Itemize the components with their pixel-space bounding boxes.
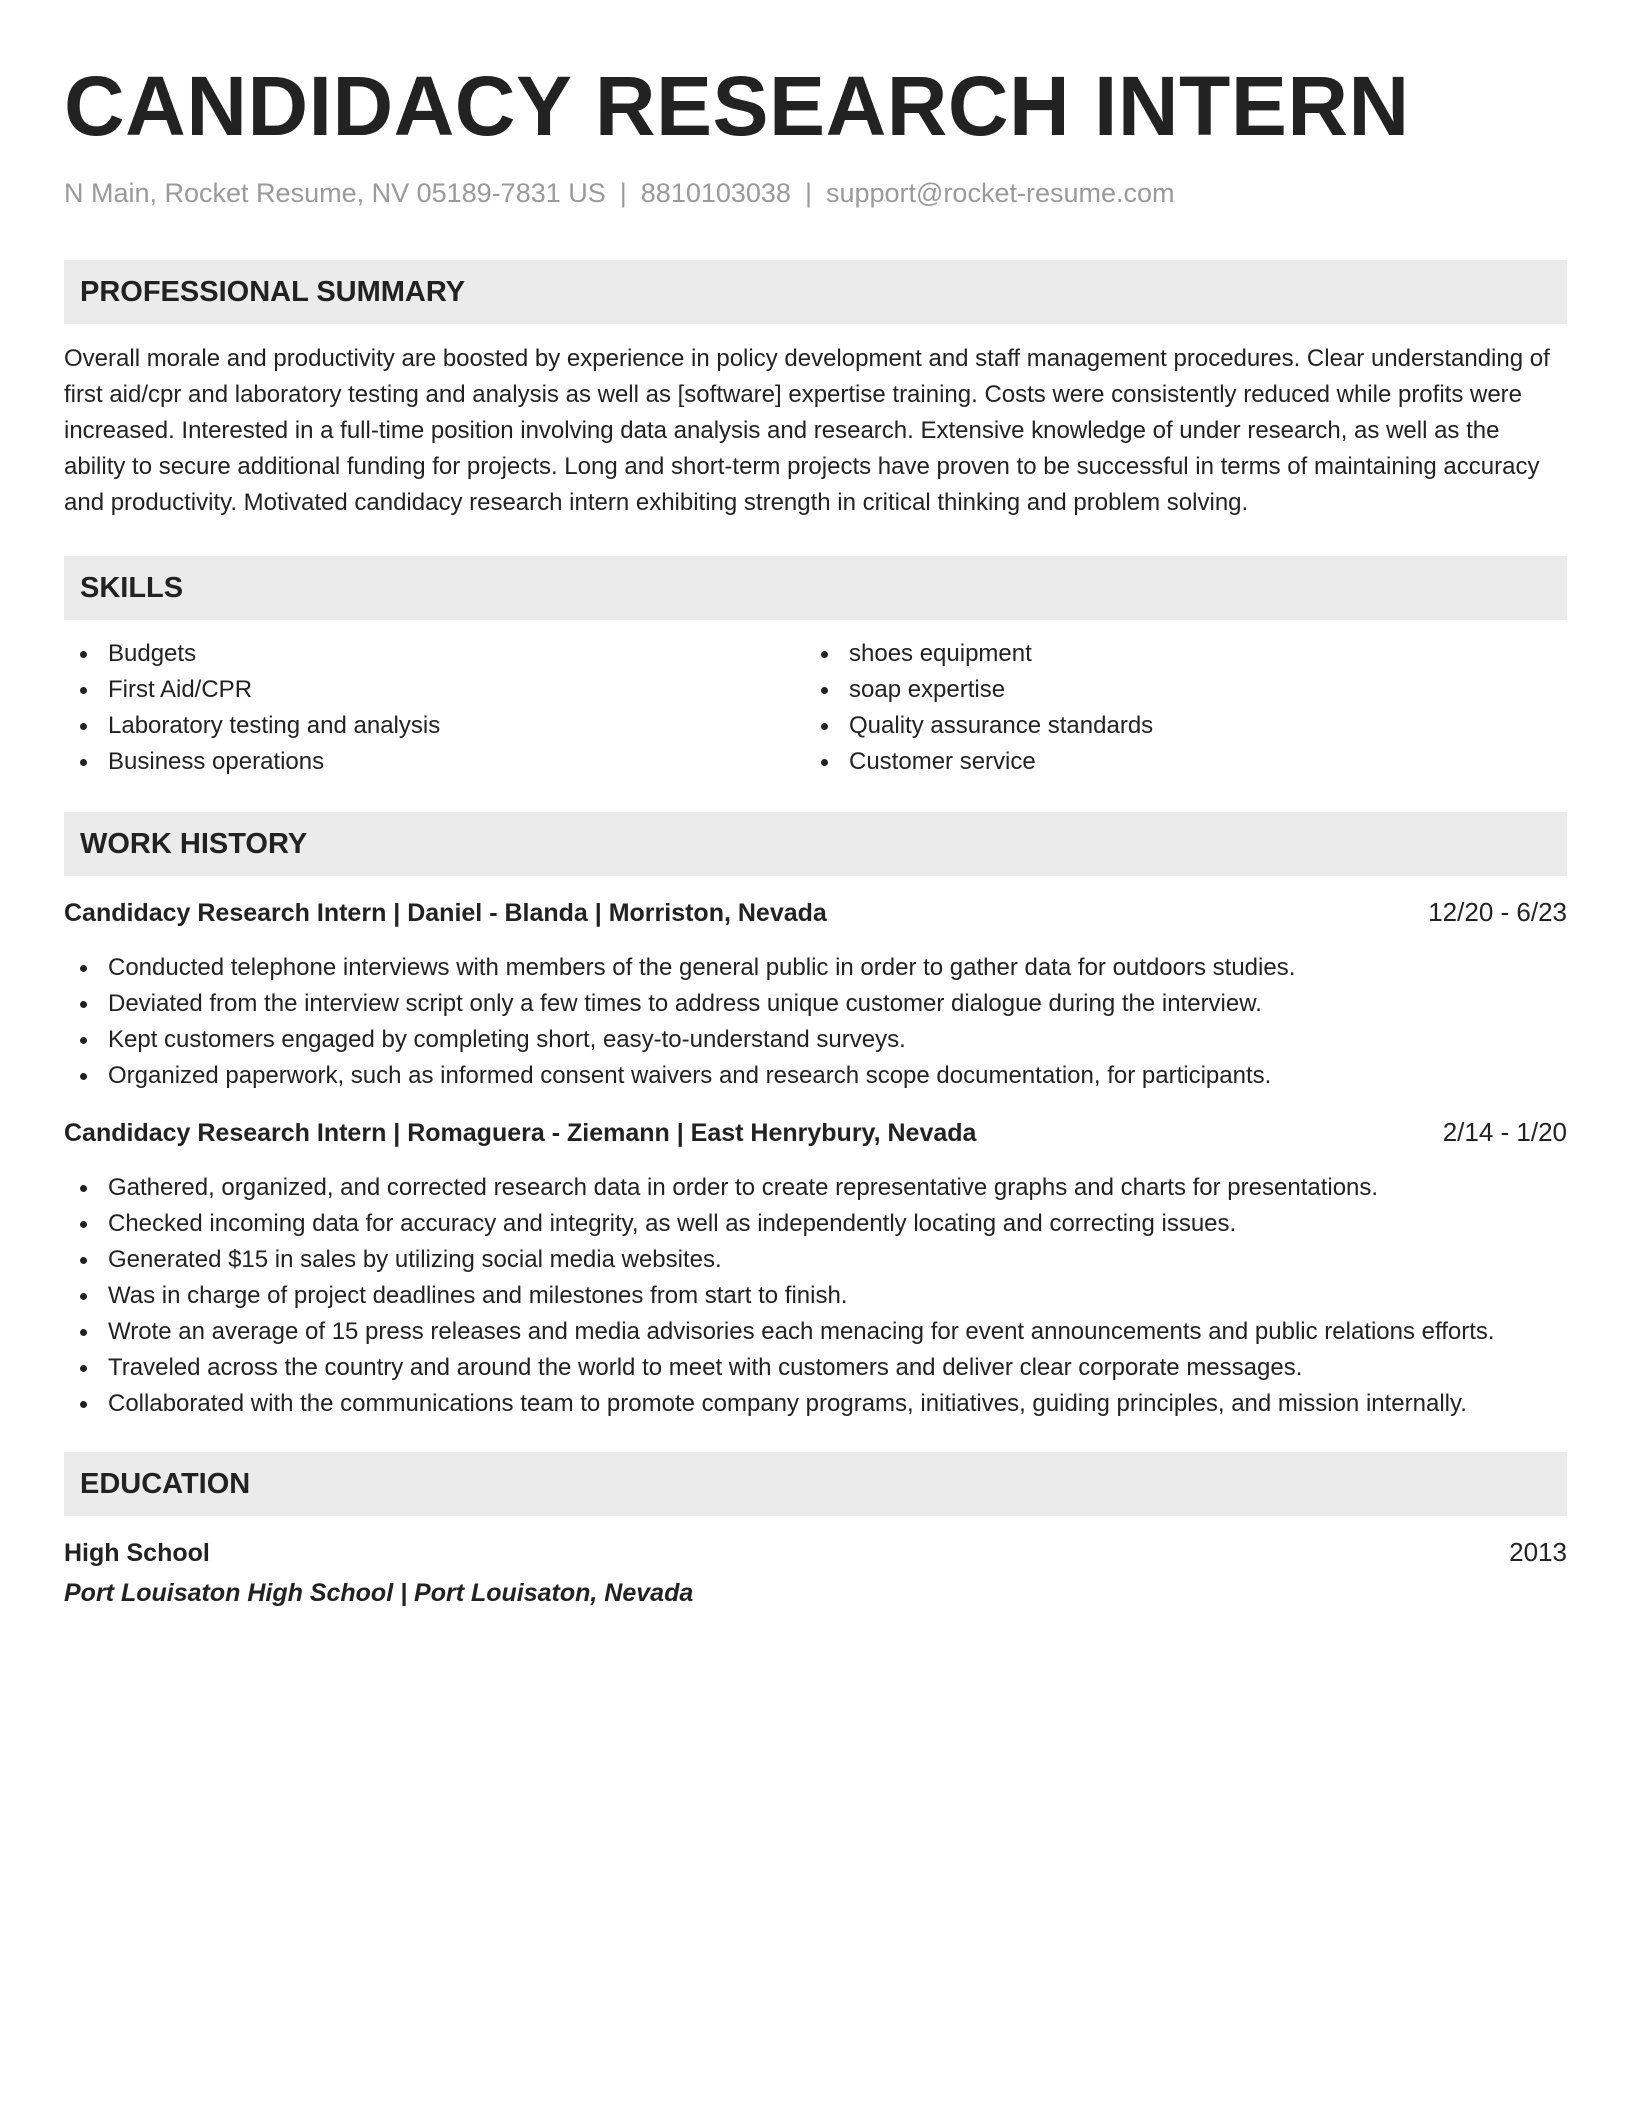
contact-separator: | — [619, 178, 627, 208]
education-heading: EDUCATION — [64, 1452, 1567, 1516]
job-bullet: Traveled across the country and around the world to meet with customers and deliver clear corporate messages. — [64, 1350, 1567, 1386]
job-bullets — [64, 950, 1567, 1094]
job-bullets — [64, 1170, 1567, 1422]
education-header — [64, 1534, 1567, 1571]
skills-heading: SKILLS — [64, 556, 1567, 620]
skill-item: Laboratory testing and analysis — [64, 708, 805, 744]
job-header — [64, 1114, 1567, 1151]
job-dates: 12/20 - 6/23 — [1428, 897, 1567, 927]
summary-text: Overall morale and productivity are boosted by experience in policy development and staff management procedures. Clear understanding of first aid/cpr and laboratory testing and analysis as well as [software] expertise training. Costs were consistently reduced while profits were increased. Interested in a full-time position involving data analysis and research. Extensive knowledge of under research, as well as the ability to secure additional funding for projects. Long and short-term projects have proven to be successful in terms of maintaining accuracy and productivity. Motivated candidacy research intern exhibiting strength in critical thinking and problem solving. — [64, 345, 1550, 516]
resume-page — [64, 56, 1567, 1611]
skill-item: First Aid/CPR — [64, 672, 805, 708]
education-school: Port Louisaton High School | Port Louisaton, Nevada — [64, 1579, 694, 1607]
job-dates: 2/14 - 1/20 — [1442, 1117, 1567, 1147]
skill-item: shoes equipment — [805, 636, 1546, 672]
job-header — [64, 894, 1567, 931]
job-bullet: Conducted telephone interviews with members of the general public in order to gather data for outdoors studies. — [64, 950, 1567, 986]
education-degree: High School — [64, 1539, 210, 1567]
contact-line — [64, 176, 1567, 210]
skill-item: Quality assurance standards — [805, 708, 1546, 744]
contact-email: support@rocket-resume.com — [825, 178, 1175, 208]
job-bullet: Checked incoming data for accuracy and integrity, as well as independently locating and correcting issues. — [64, 1206, 1567, 1242]
education-year: 2013 — [1509, 1537, 1567, 1567]
summary-heading: PROFESSIONAL SUMMARY — [64, 260, 1567, 324]
skills-column-left — [64, 636, 805, 780]
job-bullet: Organized paperwork, such as informed consent waivers and research scope documentation, for participants. — [64, 1058, 1567, 1094]
skill-item: Business operations — [64, 744, 805, 780]
skills-column-right — [805, 636, 1546, 780]
skill-item: soap expertise — [805, 672, 1546, 708]
contact-phone: 8810103038 — [640, 178, 791, 208]
job-bullet: Wrote an average of 15 press releases and media advisories each menacing for event announcements and public relations efforts. — [64, 1314, 1567, 1350]
job-title: Candidacy Research Intern | Romaguera - Ziemann | East Henrybury, Nevada — [64, 1119, 977, 1147]
job-bullet: Kept customers engaged by completing short, easy-to-understand surveys. — [64, 1022, 1567, 1058]
skills-grid — [64, 636, 1567, 780]
work-history-heading: WORK HISTORY — [64, 812, 1567, 876]
job-bullet: Collaborated with the communications team to promote company programs, initiatives, guiding principles, and mission internally. — [64, 1386, 1567, 1422]
contact-separator: | — [804, 178, 812, 208]
job-bullet: Was in charge of project deadlines and milestones from start to finish. — [64, 1278, 1567, 1314]
job-bullet: Deviated from the interview script only a few times to address unique customer dialogue during the interview. — [64, 986, 1567, 1022]
contact-address: N Main, Rocket Resume, NV 05189-7831 US — [64, 178, 606, 208]
candidate-name: CANDIDACY RESEARCH INTERN — [64, 59, 1410, 153]
job-bullet: Gathered, organized, and corrected research data in order to create representative graphs and charts for presentations. — [64, 1170, 1567, 1206]
job-title: Candidacy Research Intern | Daniel - Blanda | Morriston, Nevada — [64, 899, 827, 927]
job-bullet: Generated $15 in sales by utilizing social media websites. — [64, 1242, 1567, 1278]
skill-item: Customer service — [805, 744, 1546, 780]
skill-item: Budgets — [64, 636, 805, 672]
